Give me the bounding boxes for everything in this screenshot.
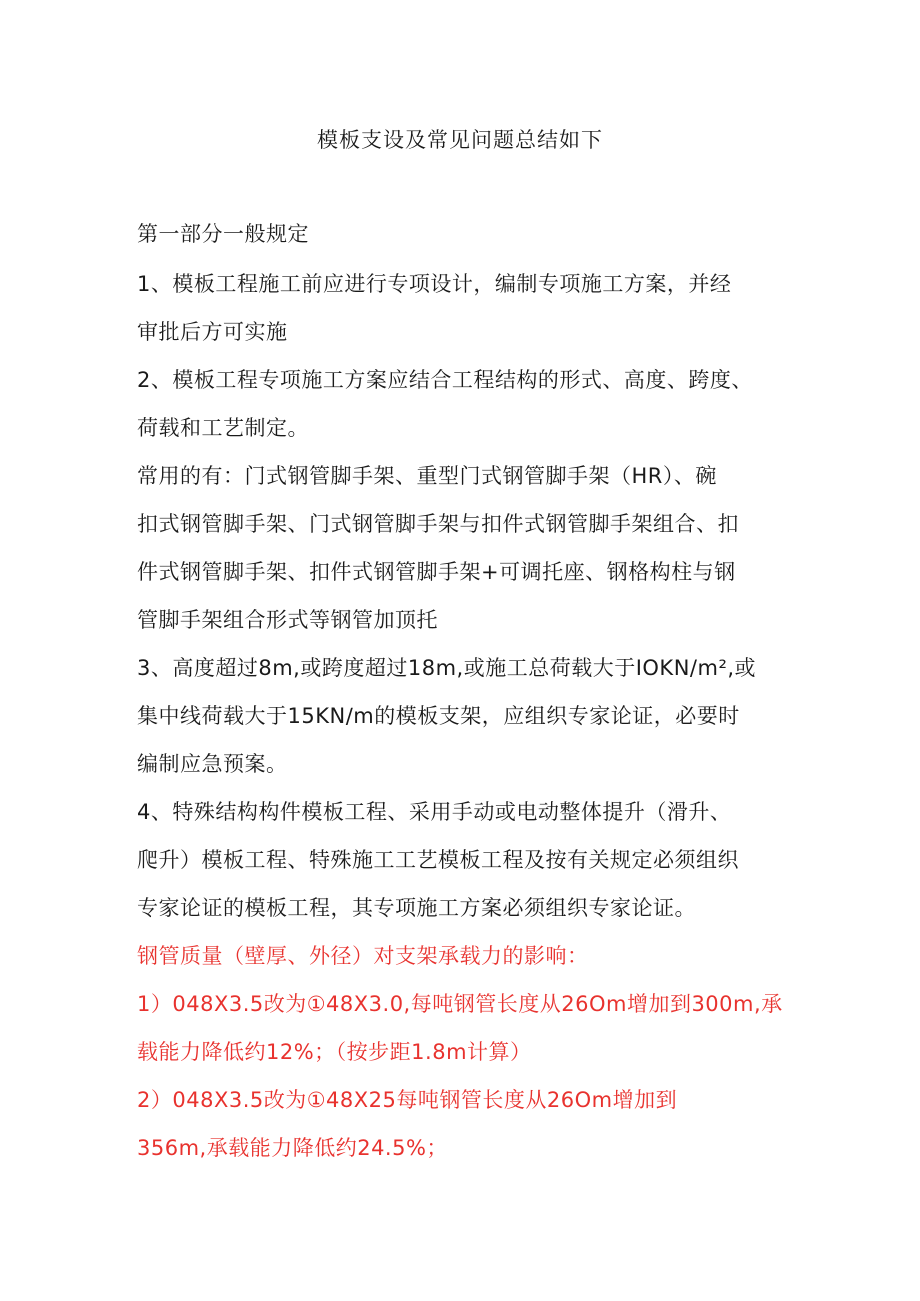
paragraph-line: 4、特殊结构构件模板工程、采用手动或电动整体提升（滑升、 [137,800,732,824]
highlighted-line: 载能力降低约12%；（按步距1.8m计算） [137,1040,532,1064]
highlighted-line: 356m,承载能力降低约24.5%； [137,1136,448,1160]
paragraph-line: 集中线荷载大于15KN∕m的模板支架，应组织专家论证，必要时 [137,704,740,728]
document-title: 模板支设及常见问题总结如下 [317,128,603,152]
paragraph-line: 1、模板工程施工前应进行专项设计，编制专项施工方案，并经 [137,272,732,296]
paragraph-line: 爬升）模板工程、特殊施工工艺模板工程及按有关规定必须组织 [137,848,739,872]
paragraph-line: 管脚手架组合形式等钢管加顶托 [137,608,438,632]
paragraph-line: 3、高度超过8m,或跨度超过18m,或施工总荷载大于IOKN/m²,或 [137,656,757,680]
highlighted-line: 1）048X3.5改为①48X3.0,每吨钢管长度从26Om增加到300m,承 [137,992,783,1016]
paragraph-line: 编制应急预案。 [137,752,288,776]
paragraph-line: 常用的有：门式钢管脚手架、重型门式钢管脚手架（HR）、碗 [137,464,717,488]
paragraph-line: 2、模板工程专项施工方案应结合工程结构的形式、高度、跨度、 [137,368,753,392]
document-body [137,214,797,1176]
paragraph-line: 审批后方可实施 [137,320,288,344]
highlighted-heading: 钢管质量（壁厚、外径）对支架承载力的影响： [137,944,589,968]
paragraph-line: 件式钢管脚手架、扣件式钢管脚手架+可调托座、钢格构柱与钢 [137,560,736,584]
paragraph-line: 荷载和工艺制定。 [137,416,309,440]
paragraph-line: 扣式钢管脚手架、门式钢管脚手架与扣件式钢管脚手架组合、扣 [137,512,739,536]
highlighted-line: 2）048X3.5改为①48X25每吨钢管长度从26Om增加到 [137,1088,678,1112]
paragraph-line: 专家论证的模板工程，其专项施工方案必须组织专家论证。 [137,896,696,920]
section-heading: 第一部分一般规定 [137,222,309,246]
